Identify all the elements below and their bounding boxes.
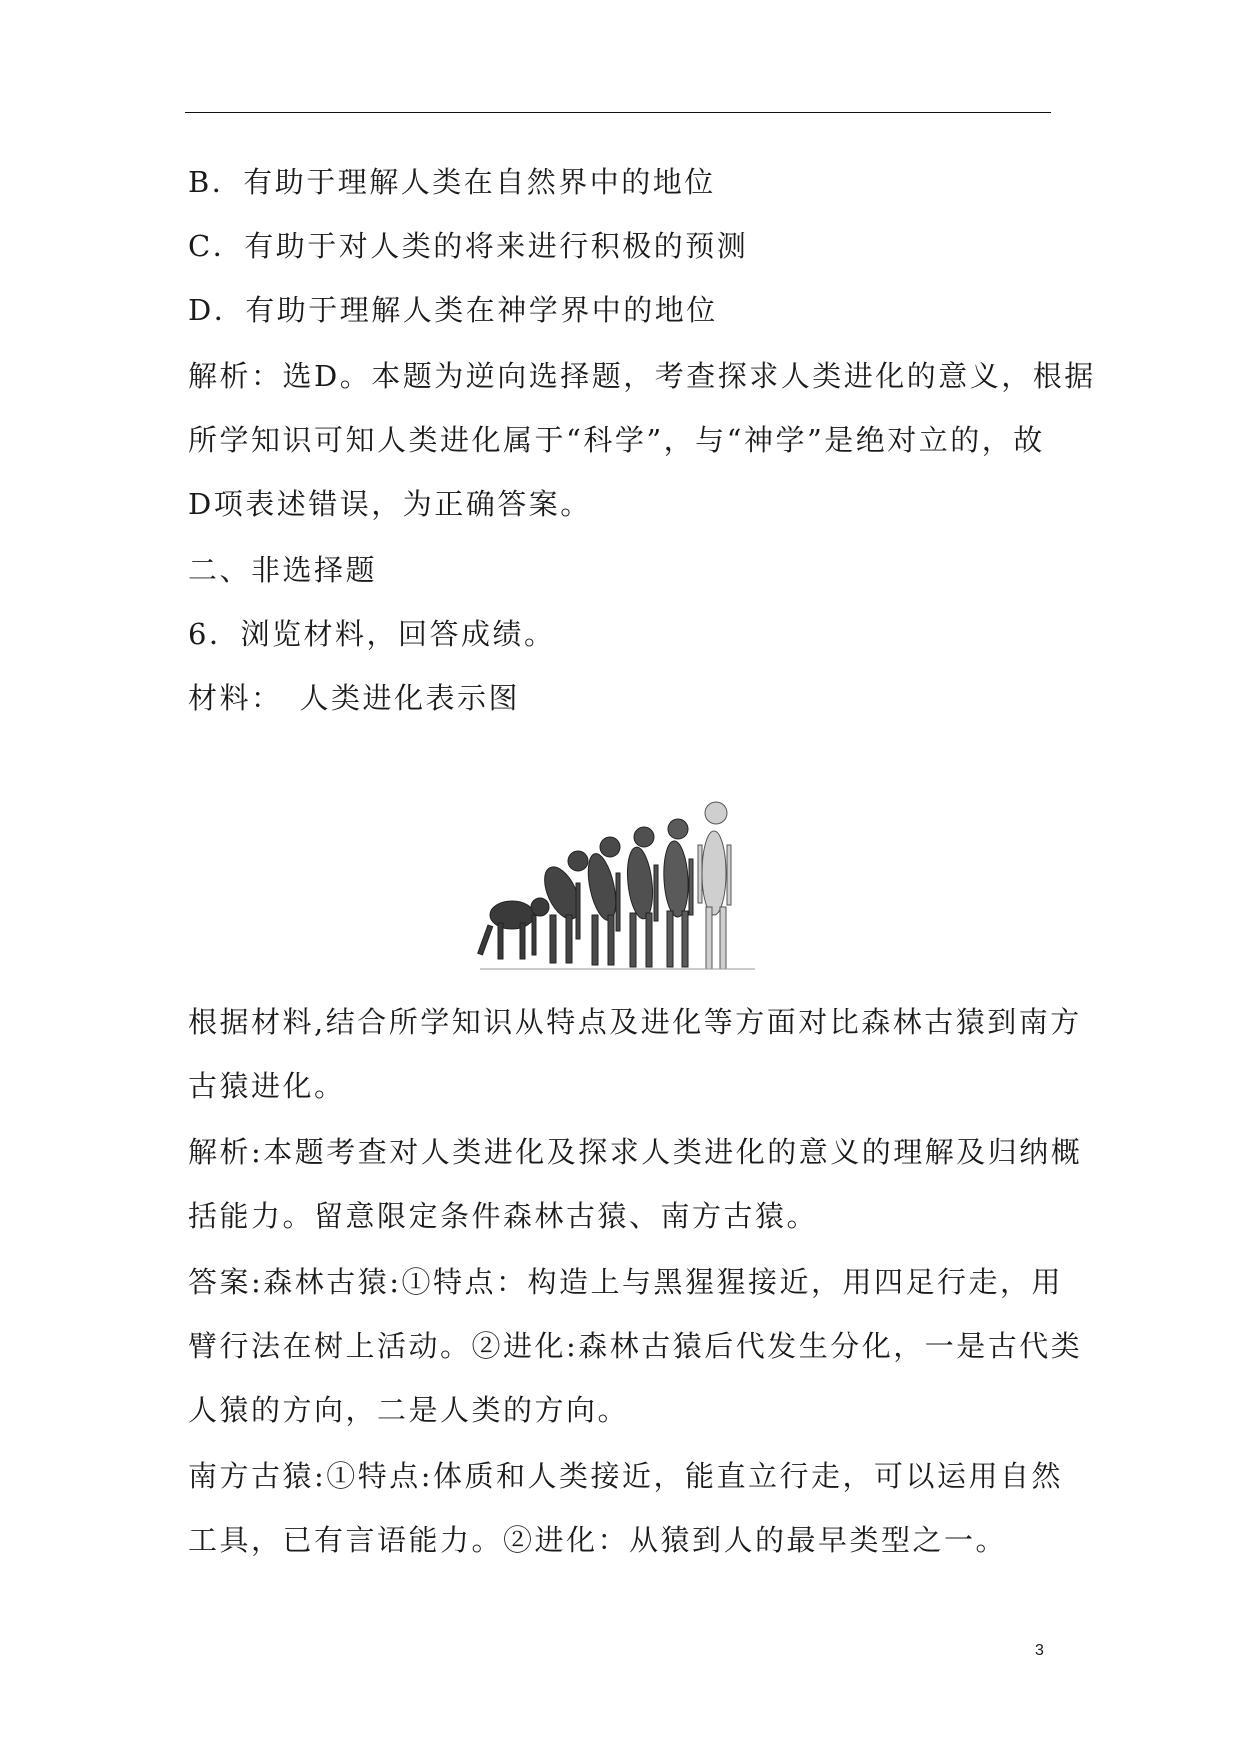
analysis-line-2: 所学知识可知人类进化属于“科学”，与“神学”是绝对立的，故 — [188, 423, 1045, 457]
material-label: 材料： 人类进化表示图 — [188, 681, 521, 715]
analysis-line-3: D项表述错误，为正确答案。 — [188, 487, 592, 521]
answer-line-4: 南方古猿:①特点:体质和人类接近，能直立行走，可以运用自然 — [188, 1459, 1064, 1493]
header-rule — [185, 112, 1051, 113]
answer-line-1: 答案:森林古猿:①特点：构造上与黑猩猩接近，用四足行走，用 — [188, 1265, 1064, 1299]
answer-line-5: 工具，已有言语能力。②进化：从猿到人的最早类型之一。 — [188, 1523, 1008, 1557]
option-d: D．有助于理解人类在神学界中的地位 — [188, 293, 718, 327]
human-evolution-illustration — [470, 775, 765, 975]
answer-line-3: 人猿的方向，二是人类的方向。 — [188, 1393, 630, 1427]
section-heading: 二、非选择题 — [188, 553, 378, 587]
page-number: 3 — [1035, 1642, 1044, 1659]
ape-figure-3 — [583, 837, 621, 965]
answer-line-2: 臂行法在树上活动。②进化:森林古猿后代发生分化，一是古代类 — [188, 1329, 1083, 1363]
analysis2-line-2: 括能力。留意限定条件森林古猿、南方古猿。 — [188, 1199, 819, 1233]
option-b: B．有助于理解人类在自然界中的地位 — [188, 165, 716, 199]
human-figure-6 — [698, 802, 731, 969]
prompt-line-1: 根据材料,结合所学知识从特点及进化等方面对比森林古猿到南方 — [188, 1005, 1082, 1039]
ape-figure-1 — [478, 898, 549, 959]
option-c: C．有助于对人类的将来进行积极的预测 — [188, 229, 749, 263]
hominid-figure-5 — [662, 819, 693, 967]
analysis2-line-1: 解析:本题考查对人类进化及探求人类进化的意义的理解及归纳概 — [188, 1135, 1083, 1169]
question-6: 6．浏览材料，回答成绩。 — [188, 617, 556, 651]
prompt-line-2: 古猿进化。 — [188, 1069, 346, 1103]
hominid-figure-4 — [624, 827, 658, 967]
analysis-line-1: 解析：选D。本题为逆向选择题，考查探求人类进化的意义，根据 — [188, 359, 1096, 393]
